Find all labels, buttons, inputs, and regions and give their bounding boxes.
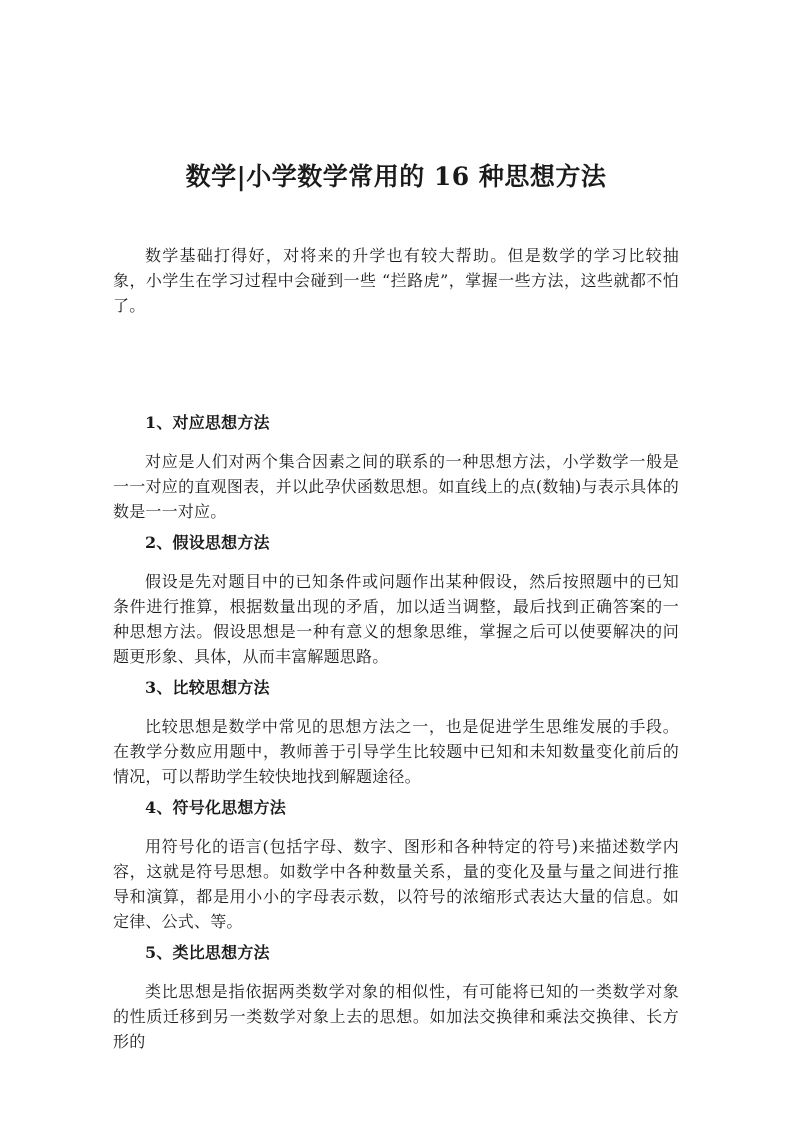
intro-paragraph: 数学基础打得好，对将来的升学也有较大帮助。但是数学的学习比较抽象，小学生在学习过程中会碰到一些 “拦路虎”，掌握一些方法，这些就都不怕了。 — [113, 246, 679, 315]
section-heading-4: 4、符号化思想方法 — [145, 798, 286, 817]
section-heading-2: 2、假设思想方法 — [145, 533, 270, 552]
section-heading-5: 5、类比思想方法 — [145, 943, 270, 962]
section-heading-1: 1、对应思想方法 — [145, 413, 270, 432]
section-body-2: 假设是先对题目中的已知条件或问题作出某种假设，然后按照题中的已知条件进行推算，根据数量出现的矛盾，加以适当调整，最后找到正确答案的一种思想方法。假设思想是一种有意义的想象思维，掌握之后可以使要解决的问题更形象、具体，从而丰富解题思路。 — [113, 572, 679, 666]
section-body-4: 用符号化的语言(包括字母、数字、图形和各种特定的符号)来描述数学内容，这就是符号思想。如数学中各种数量关系，量的变化及量与量之间进行推导和演算，都是用小小的字母表示数，以符号的浓缩形式表达大量的信息。如定律、公式、等。 — [113, 837, 679, 931]
section-heading-3: 3、比较思想方法 — [145, 678, 270, 697]
section-body-3: 比较思想是数学中常见的思想方法之一，也是促进学生思维发展的手段。在教学分数应用题中，教师善于引导学生比较题中已知和未知数量变化前后的情况，可以帮助学生较快地找到解题途径。 — [113, 717, 679, 786]
section-body-1: 对应是人们对两个集合因素之间的联系的一种思想方法，小学数学一般是一一对应的直观图表，并以此孕伏函数思想。如直线上的点(数轴)与表示具体的数是一一对应。 — [113, 452, 679, 521]
document-title: 数学|小学数学常用的 16 种思想方法 — [185, 162, 607, 191]
section-body-5: 类比思想是指依据两类数学对象的相似性，有可能将已知的一类数学对象的性质迁移到另一类数学对象上去的思想。如加法交换律和乘法交换律、长方形的 — [113, 982, 679, 1051]
